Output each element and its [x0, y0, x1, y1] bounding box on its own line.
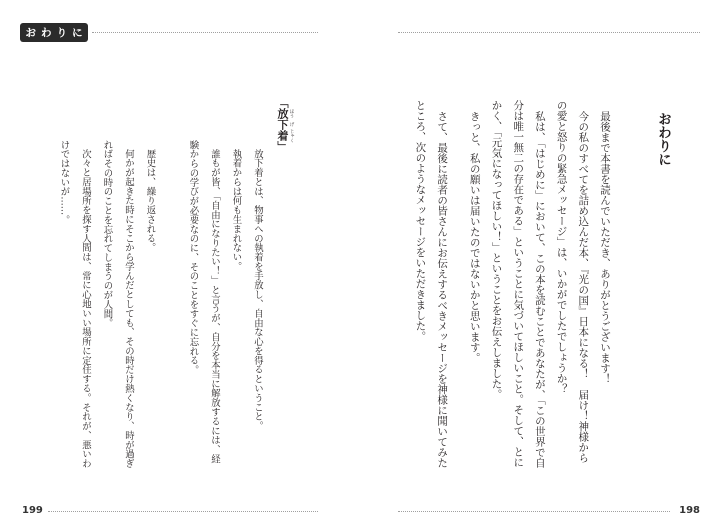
text-line: ところ、次のようなメッセージをいただきました。	[414, 100, 427, 342]
text-line: の愛と怒りの緊急メッセージ」は、いかがでしたでしょうか？	[555, 100, 568, 394]
text-line: 分は唯一無二の存在である」ということに気づいてほしいこと。そして、とに	[512, 100, 525, 468]
page-number-left: 199	[22, 505, 43, 516]
left-page-heading: 「放下着」	[276, 97, 289, 152]
right-page-heading: おわりに	[655, 112, 671, 166]
text-line: 誰もが皆、「自由になりたい！」と言うが、自分を本当に解放するには、経	[209, 149, 220, 464]
page-number-right: 198	[679, 505, 700, 516]
text-line: かく、「元気になってほしい！」ということをお伝えしました。	[490, 100, 503, 400]
text-line: 放下着とは、物事への執着を手放し、自由な心を得るということ。	[252, 149, 263, 432]
section-label: おわりに	[20, 23, 88, 42]
text-line: 執着からは何も生まれない。	[230, 149, 242, 272]
text-line: 歴史は、繰り返される。	[144, 149, 156, 253]
footer-dotted-rule-right	[398, 511, 670, 512]
heading-ruby: じゃく	[289, 129, 294, 143]
header-dotted-rule-left	[92, 32, 318, 33]
heading-ruby: ほう	[289, 109, 294, 119]
text-line: 最後まで本書を読んでいただき、ありがとうございます！	[599, 110, 611, 384]
left-page-body	[53, 140, 268, 469]
paragraph-gap	[452, 100, 463, 468]
text-line: けではないが……。	[58, 140, 70, 225]
paragraph-gap	[161, 140, 183, 469]
text-line: きっと、私の願いは届いたのではないかと思います。	[468, 110, 481, 363]
text-line: 何かが起きた時にそこから学んだとしても、その時だけ熱くなり、時が過ぎ	[123, 149, 134, 469]
text-line: 験からの学びが必要なのに、そのことをすぐに忘れる。	[187, 140, 199, 375]
text-line: 私は、「はじめに」において、この本を読むことであなたが、「この世界で自	[533, 110, 546, 468]
text-line: 次々と居場所を探す人間は、常に心地いい場所に定住する。それが、悪いわ	[80, 149, 91, 469]
header-dotted-rule-right	[398, 32, 700, 33]
footer-dotted-rule-left	[48, 511, 318, 512]
text-line: さて、最後に読者の皆さんにお伝えするべきメッセージを神様に聞いてみた	[436, 110, 449, 468]
right-page-body	[409, 100, 615, 468]
heading-ruby: げ	[289, 122, 294, 127]
text-line: ればその時のことを忘れてしまうのが人間。	[101, 140, 113, 328]
text-line: 今の私のすべてを詰め込んだ本、『光の国』日本になる！ 届け！神様から	[577, 110, 590, 463]
